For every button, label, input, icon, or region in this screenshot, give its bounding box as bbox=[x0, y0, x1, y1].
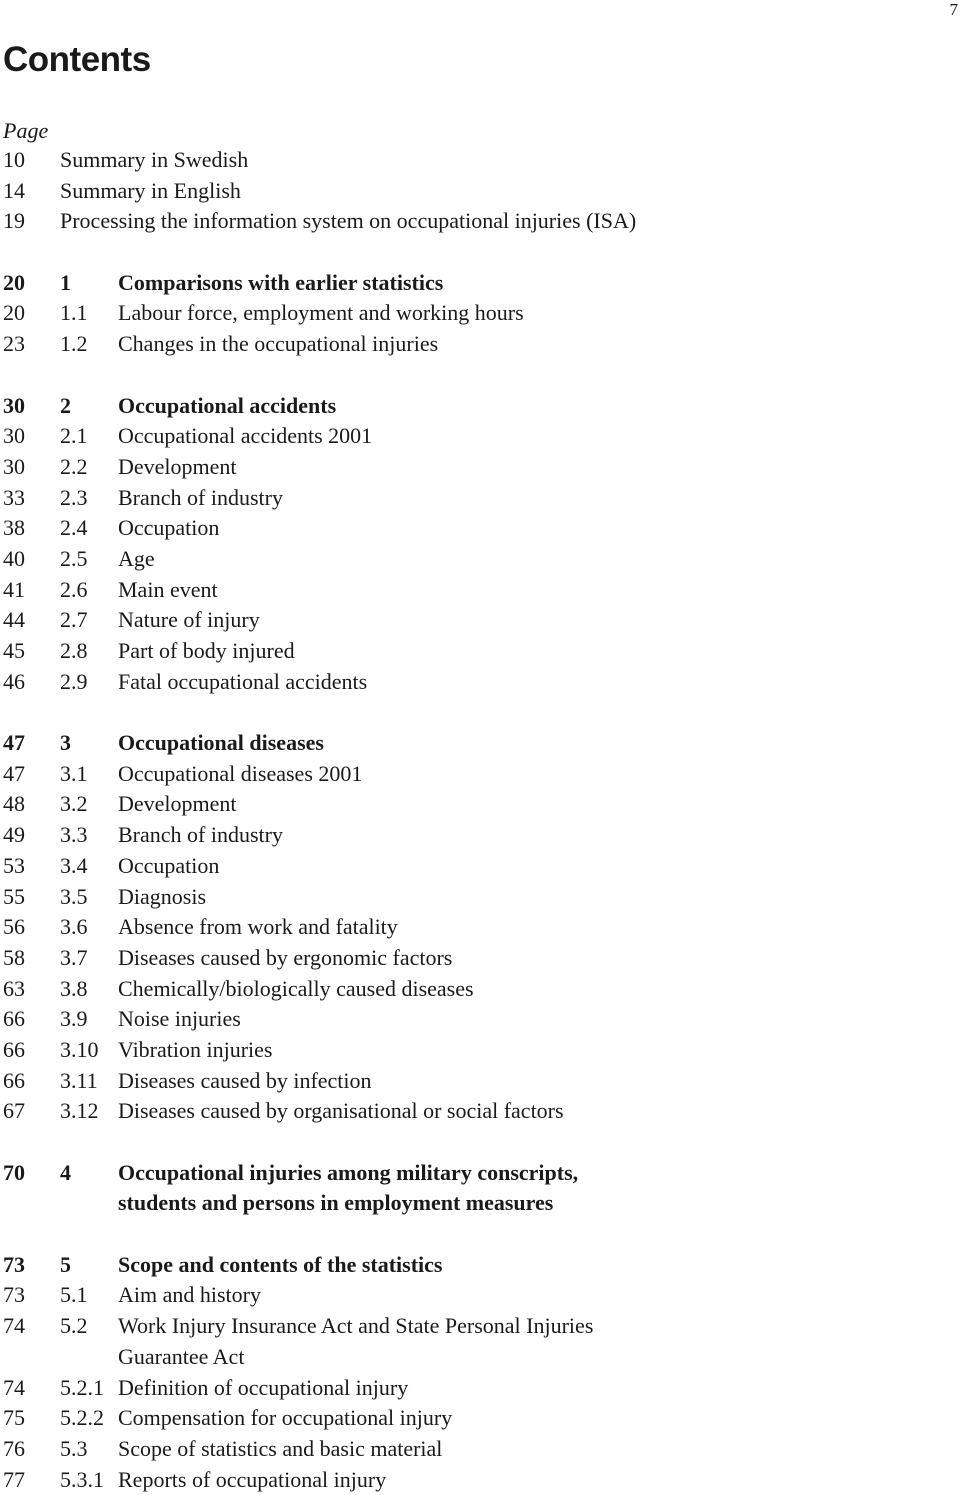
toc-page: 40 bbox=[3, 545, 25, 571]
toc-section-number: 3.9 bbox=[60, 1006, 88, 1032]
toc-title: Development bbox=[118, 791, 237, 817]
toc-title: Noise injuries bbox=[118, 1006, 241, 1032]
toc-title: Summary in Swedish bbox=[60, 147, 249, 172]
toc-entry bbox=[3, 329, 953, 360]
toc-list bbox=[3, 145, 953, 1495]
toc-section-number: 5.2 bbox=[60, 1313, 88, 1339]
toc-title: Diseases caused by organisational or social factors bbox=[118, 1098, 564, 1124]
toc-section-number: 2.6 bbox=[60, 576, 88, 602]
toc-title-line: Guarantee Act bbox=[118, 1343, 245, 1369]
toc-page: 74 bbox=[3, 1374, 25, 1400]
toc-entry bbox=[3, 1403, 953, 1434]
toc-entry bbox=[3, 605, 953, 636]
toc-title: Chemically/biologically caused diseases bbox=[118, 975, 474, 1001]
toc-title: Development bbox=[118, 453, 237, 479]
toc-title bbox=[118, 1158, 578, 1219]
toc-chapter-heading bbox=[3, 728, 953, 759]
toc-title: Branch of industry bbox=[118, 822, 283, 848]
toc-title-line: Work Injury Insurance Act and State Personal Injuries bbox=[118, 1313, 594, 1339]
toc-section-number: 3.4 bbox=[60, 852, 88, 878]
toc-entry bbox=[3, 1311, 953, 1372]
toc-entry bbox=[3, 1373, 953, 1404]
toc-entry bbox=[3, 513, 953, 544]
toc-page: 55 bbox=[3, 883, 25, 909]
toc-chapter-heading bbox=[3, 1158, 953, 1219]
toc-entry bbox=[3, 421, 953, 452]
toc-section-number: 2.5 bbox=[60, 545, 88, 571]
toc-section-number: 2.9 bbox=[60, 668, 88, 694]
toc-title: Part of body injured bbox=[118, 638, 295, 663]
toc-page: 33 bbox=[3, 484, 25, 510]
toc-section-number: 3 bbox=[60, 730, 71, 756]
contents-title: Contents bbox=[3, 40, 151, 79]
toc-page: 73 bbox=[3, 1282, 25, 1308]
toc-entry bbox=[3, 1434, 953, 1465]
toc-entry bbox=[3, 912, 953, 943]
toc-page: 14 bbox=[3, 177, 25, 203]
toc-entry bbox=[3, 206, 953, 237]
toc-page: 23 bbox=[3, 331, 25, 357]
toc-section-number: 1.1 bbox=[60, 300, 88, 326]
toc-title: Diseases caused by infection bbox=[118, 1067, 372, 1093]
toc-title: Occupational diseases bbox=[118, 730, 324, 756]
toc-title: Comparisons with earlier statistics bbox=[118, 269, 444, 295]
toc-page: 73 bbox=[3, 1251, 25, 1277]
toc-title: Changes in the occupational injuries bbox=[118, 331, 439, 357]
toc-section-number: 2.2 bbox=[60, 453, 88, 479]
toc-title: Scope and contents of the statistics bbox=[118, 1251, 443, 1277]
toc-title: Diagnosis bbox=[118, 883, 206, 909]
toc-section-number: 3.6 bbox=[60, 914, 88, 940]
toc-title: Processing the information system on occupational injuries (ISA) bbox=[60, 208, 637, 234]
toc-entry bbox=[3, 789, 953, 820]
toc-page: 30 bbox=[3, 392, 25, 418]
toc-page: 76 bbox=[3, 1435, 25, 1461]
toc-title: Occupational accidents 2001 bbox=[118, 423, 373, 449]
toc-title: Absence from work and fatality bbox=[118, 914, 398, 940]
toc-entry bbox=[3, 176, 953, 207]
toc-title: Scope of statistics and basic material bbox=[118, 1435, 443, 1461]
toc-section-number: 2.8 bbox=[60, 638, 88, 663]
toc-section-number: 3.8 bbox=[60, 975, 88, 1001]
toc-section-number: 5.2.1 bbox=[60, 1374, 104, 1400]
toc-entry bbox=[3, 759, 953, 790]
toc-title: Age bbox=[118, 545, 155, 571]
toc-entry bbox=[3, 1066, 953, 1097]
toc-entry bbox=[3, 974, 953, 1005]
toc-page: 45 bbox=[3, 638, 25, 663]
toc-section-number: 2.3 bbox=[60, 484, 88, 510]
toc-page: 53 bbox=[3, 852, 25, 878]
toc-page: 66 bbox=[3, 1036, 25, 1062]
toc-entry bbox=[3, 882, 953, 913]
toc-page: 75 bbox=[3, 1405, 25, 1431]
toc-title: Occupation bbox=[118, 852, 220, 878]
toc-section-number: 1 bbox=[60, 269, 71, 295]
toc-section-number: 3.11 bbox=[60, 1067, 98, 1093]
toc-entry bbox=[3, 636, 953, 667]
toc-title: Occupation bbox=[118, 515, 220, 541]
toc-entry bbox=[3, 1096, 953, 1127]
toc-page: 46 bbox=[3, 668, 25, 694]
toc-entry bbox=[3, 1004, 953, 1035]
toc-page: 10 bbox=[3, 147, 25, 172]
toc-entry bbox=[3, 1280, 953, 1311]
toc-title: Fatal occupational accidents bbox=[118, 668, 368, 694]
toc-entry bbox=[3, 1035, 953, 1066]
toc-title: Aim and history bbox=[118, 1282, 261, 1308]
toc-section-number: 3.12 bbox=[60, 1098, 99, 1124]
toc-section-number: 3.1 bbox=[60, 760, 88, 786]
toc-page: 48 bbox=[3, 791, 25, 817]
toc-page: 67 bbox=[3, 1098, 25, 1124]
toc-page: 66 bbox=[3, 1067, 25, 1093]
toc-entry bbox=[3, 483, 953, 514]
toc-page: 70 bbox=[3, 1159, 25, 1185]
toc-title: Labour force, employment and working hours bbox=[118, 300, 524, 326]
toc-chapter-heading bbox=[3, 1250, 953, 1281]
toc-section-number: 5.2.2 bbox=[60, 1405, 104, 1431]
toc-page: 58 bbox=[3, 944, 25, 970]
toc-section-number: 3.2 bbox=[60, 791, 88, 817]
toc-section-number: 5.1 bbox=[60, 1282, 88, 1308]
toc-page: 30 bbox=[3, 453, 25, 479]
toc-page: 41 bbox=[3, 576, 25, 602]
toc-entry bbox=[3, 452, 953, 483]
toc-entry bbox=[3, 943, 953, 974]
toc-title: Occupational diseases 2001 bbox=[118, 760, 363, 786]
toc-title: Nature of injury bbox=[118, 607, 260, 633]
toc-title: Main event bbox=[118, 576, 218, 602]
toc-entry bbox=[3, 544, 953, 575]
toc-title: Definition of occupational injury bbox=[118, 1374, 409, 1400]
toc-section-number: 2.1 bbox=[60, 423, 88, 449]
toc-chapter-heading bbox=[3, 391, 953, 422]
toc-page: 38 bbox=[3, 515, 25, 541]
toc-title: Reports of occupational injury bbox=[118, 1466, 387, 1492]
toc-page: 20 bbox=[3, 300, 25, 326]
toc-entry bbox=[3, 1465, 953, 1495]
toc-title: Summary in English bbox=[60, 177, 241, 203]
toc-page: 63 bbox=[3, 975, 25, 1001]
toc-page: 56 bbox=[3, 914, 25, 940]
toc-entry bbox=[3, 298, 953, 329]
toc-entry bbox=[3, 820, 953, 851]
toc-section-number: 2.7 bbox=[60, 607, 88, 633]
toc-page: 20 bbox=[3, 269, 25, 295]
toc-section-number: 2.4 bbox=[60, 515, 88, 541]
toc-section-number: 3.7 bbox=[60, 944, 88, 970]
toc-section-number: 1.2 bbox=[60, 331, 88, 357]
toc-section-number: 3.3 bbox=[60, 822, 88, 848]
toc-title-line: Occupational injuries among military conscripts, bbox=[118, 1159, 579, 1185]
toc-page: 44 bbox=[3, 607, 25, 633]
toc-chapter-heading bbox=[3, 268, 953, 299]
toc-page: 66 bbox=[3, 1006, 25, 1032]
toc-title: Diseases caused by ergonomic factors bbox=[118, 944, 453, 970]
toc-section-number: 3.5 bbox=[60, 883, 88, 909]
toc-page: 74 bbox=[3, 1313, 25, 1339]
toc-section-number: 3.10 bbox=[60, 1036, 99, 1062]
toc-page: 49 bbox=[3, 822, 25, 848]
toc-title bbox=[118, 1311, 593, 1372]
toc-entry bbox=[3, 851, 953, 882]
toc-page: 30 bbox=[3, 423, 25, 449]
toc-section-number: 5 bbox=[60, 1251, 71, 1277]
toc-title: Vibration injuries bbox=[118, 1036, 273, 1062]
toc-section-number: 5.3 bbox=[60, 1435, 88, 1461]
toc-title: Occupational accidents bbox=[118, 392, 337, 418]
page-number: 7 bbox=[949, 0, 958, 19]
toc-title-line: students and persons in employment measures bbox=[118, 1190, 554, 1216]
toc-section-number: 4 bbox=[60, 1159, 71, 1185]
toc-page: 19 bbox=[3, 208, 25, 234]
toc-entry bbox=[3, 575, 953, 606]
toc-section-number: 2 bbox=[60, 392, 71, 418]
toc-title: Compensation for occupational injury bbox=[118, 1405, 453, 1431]
toc-entry bbox=[3, 667, 953, 698]
toc-page: 47 bbox=[3, 760, 25, 786]
toc-entry bbox=[3, 145, 953, 176]
toc-page: 47 bbox=[3, 730, 25, 756]
page-column-label: Page bbox=[3, 118, 49, 143]
toc-page: 77 bbox=[3, 1466, 25, 1492]
toc-section-number: 5.3.1 bbox=[60, 1466, 104, 1492]
toc-title: Branch of industry bbox=[118, 484, 283, 510]
